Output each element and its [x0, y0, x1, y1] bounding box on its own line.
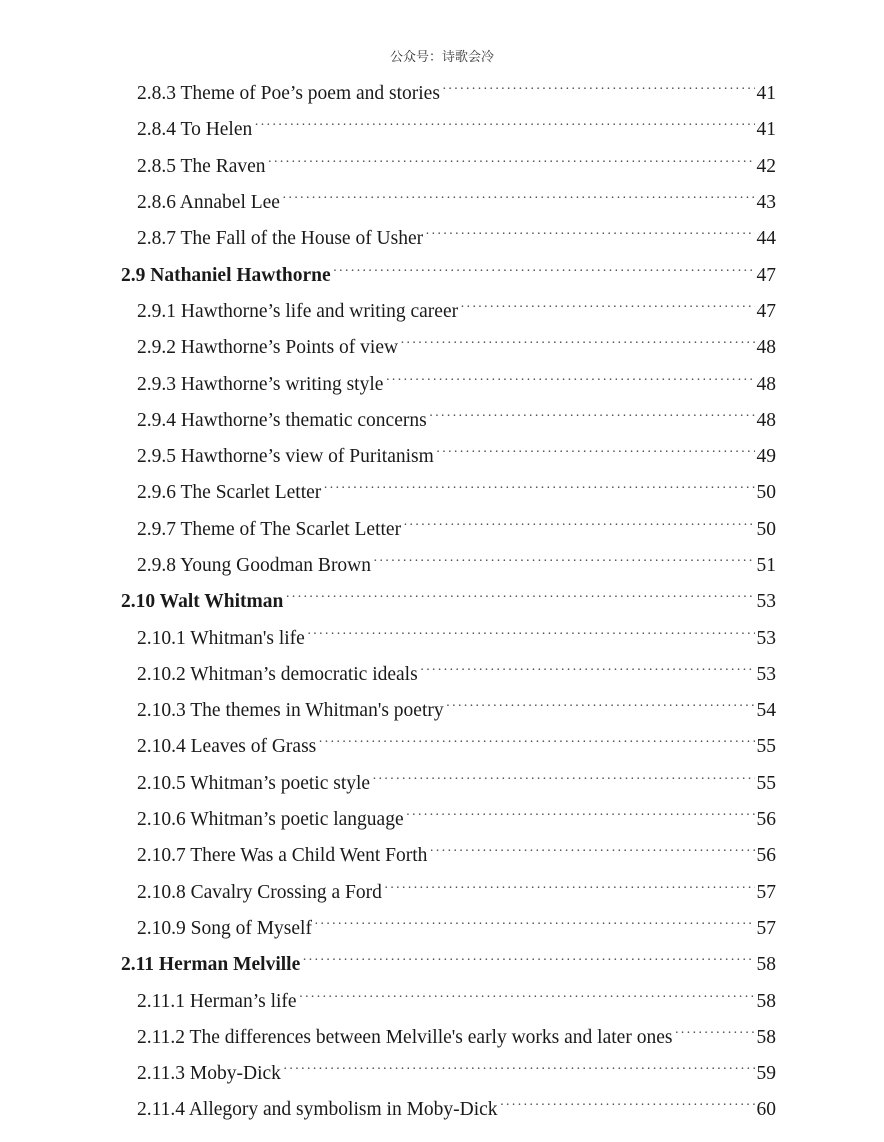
- dot-leader: [384, 871, 755, 907]
- dot-leader: [314, 907, 755, 943]
- toc-entry-title: 2.10.8 Cavalry Crossing a Ford: [137, 881, 382, 903]
- toc-entry-page-number: 53: [756, 591, 776, 613]
- toc-entry-title: 2.9.2 Hawthorne’s Points of view: [137, 337, 399, 359]
- dot-leader: [446, 689, 755, 725]
- toc-entry-page-number: 51: [756, 555, 776, 576]
- dot-leader: [403, 508, 754, 544]
- toc-subsection-entry[interactable]: [0, 983, 884, 1019]
- toc-subsection-entry[interactable]: [0, 221, 884, 257]
- toc-entry-page-number: 58: [756, 1026, 776, 1048]
- toc-entry-title: 2.10.5 Whitman’s poetic style: [137, 772, 371, 794]
- dot-leader: [254, 108, 754, 144]
- toc-entry-title: 2.10.4 Leaves of Grass: [137, 736, 317, 758]
- dot-leader: [373, 544, 754, 580]
- toc-entry-title: 2.8.6 Annabel Lee: [137, 192, 280, 214]
- dot-leader: [460, 290, 754, 326]
- toc-entry-title: 2.9.8 Young Goodman Brown: [137, 555, 372, 576]
- dot-leader: [307, 617, 755, 653]
- toc-entry-page-number: 48: [756, 409, 776, 431]
- toc-entry-page-number: 48: [756, 337, 776, 359]
- toc-entry-title: 2.9.7 Theme of The Scarlet Letter: [137, 518, 402, 540]
- toc-subsection-entry[interactable]: [0, 76, 884, 112]
- toc-subsection-entry[interactable]: [0, 802, 884, 838]
- toc-entry-title: 2.8.4 To Helen: [137, 119, 253, 141]
- toc-entry-title: 2.10.7 There Was a Child Went Forth: [137, 845, 428, 867]
- dot-leader: [500, 1088, 755, 1124]
- dot-leader: [429, 834, 754, 870]
- dot-leader: [299, 980, 755, 1016]
- toc-section-entry[interactable]: [0, 947, 884, 983]
- toc-section-entry[interactable]: [0, 257, 884, 293]
- toc-subsection-entry[interactable]: [0, 657, 884, 693]
- toc-entry-page-number: 47: [756, 264, 776, 286]
- toc-entry-page-number: 50: [756, 518, 776, 540]
- dot-leader: [425, 217, 754, 253]
- toc-entry-page-number: 49: [756, 446, 776, 468]
- toc-subsection-entry[interactable]: [0, 330, 884, 366]
- toc-subsection-entry[interactable]: [0, 1056, 884, 1092]
- toc-subsection-entry[interactable]: [0, 1092, 884, 1128]
- toc-entry-page-number: 58: [756, 990, 776, 1012]
- toc-subsection-entry[interactable]: [0, 548, 884, 584]
- dot-leader: [442, 72, 755, 108]
- toc-subsection-entry[interactable]: [0, 875, 884, 911]
- dot-leader: [283, 1052, 755, 1088]
- toc-entry-page-number: 56: [756, 845, 776, 867]
- toc-entry-page-number: 47: [756, 300, 776, 322]
- toc-subsection-entry[interactable]: [0, 512, 884, 548]
- toc-entry-page-number: 55: [756, 736, 776, 758]
- toc-entry-page-number: 44: [756, 228, 776, 250]
- toc-entry-title: 2.10.1 Whitman's life: [137, 627, 305, 649]
- toc-entry-page-number: 41: [756, 83, 776, 105]
- toc-entry-page-number: 43: [756, 192, 776, 214]
- toc-entry-page-number: 56: [756, 809, 776, 831]
- toc-entry-page-number: 60: [756, 1099, 776, 1121]
- toc-entry-page-number: 58: [756, 954, 776, 976]
- toc-subsection-entry[interactable]: [0, 185, 884, 221]
- dot-leader: [268, 145, 755, 181]
- toc-entry-title: 2.9.1 Hawthorne’s life and writing career: [137, 300, 459, 322]
- toc-entry-page-number: 41: [756, 119, 776, 141]
- toc-entry-title: 2.9.6 The Scarlet Letter: [137, 482, 322, 504]
- toc-entry-title: 2.11.2 The differences between Melville's early works and later ones: [137, 1026, 673, 1048]
- toc-entry-title: 2.11.4 Allegory and symbolism in Moby-Dick: [137, 1099, 498, 1121]
- toc-subsection-entry[interactable]: [0, 766, 884, 802]
- dot-leader: [674, 1016, 754, 1052]
- dot-leader: [285, 580, 754, 616]
- toc-subsection-entry[interactable]: [0, 294, 884, 330]
- dot-leader: [400, 326, 754, 362]
- dot-leader: [323, 471, 754, 507]
- toc-entry-title: 2.9.3 Hawthorne’s writing style: [137, 373, 384, 395]
- dot-leader: [333, 254, 755, 290]
- toc-entry-page-number: 53: [756, 627, 776, 649]
- toc-entry-page-number: 50: [756, 482, 776, 504]
- toc-entry-title: 2.9 Nathaniel Hawthorne: [121, 264, 331, 286]
- toc-subsection-entry[interactable]: [0, 439, 884, 475]
- toc-subsection-entry[interactable]: [0, 693, 884, 729]
- toc-subsection-entry[interactable]: [0, 911, 884, 947]
- toc-entry-title: 2.10.3 The themes in Whitman's poetry: [137, 700, 444, 722]
- toc-entry-page-number: 57: [756, 881, 776, 903]
- toc-entry-page-number: 59: [756, 1063, 776, 1085]
- toc-entry-title: 2.10.6 Whitman’s poetic language: [137, 809, 404, 831]
- dot-leader: [406, 798, 755, 834]
- toc-subsection-entry[interactable]: [0, 112, 884, 148]
- toc-entry-page-number: 55: [756, 772, 776, 794]
- toc-entry-title: 2.8.3 Theme of Poe’s poem and stories: [137, 83, 440, 105]
- dot-leader: [429, 399, 755, 435]
- toc-entry-title: 2.9.5 Hawthorne’s view of Puritanism: [137, 446, 434, 468]
- toc-subsection-entry[interactable]: [0, 1020, 884, 1056]
- toc-entry-page-number: 57: [756, 917, 776, 939]
- toc-entry-title: 2.8.5 The Raven: [137, 155, 266, 177]
- dot-leader: [385, 363, 754, 399]
- dot-leader: [302, 943, 754, 979]
- toc-entry-page-number: 53: [756, 663, 776, 685]
- toc-subsection-entry[interactable]: [0, 620, 884, 656]
- dot-leader: [436, 435, 755, 471]
- toc-subsection-entry[interactable]: [0, 475, 884, 511]
- toc-subsection-entry[interactable]: [0, 403, 884, 439]
- toc-entry-page-number: 48: [756, 373, 776, 395]
- dot-leader: [420, 653, 755, 689]
- toc-entry-title: 2.10 Walt Whitman: [121, 591, 284, 613]
- toc-entry-title: 2.10.9 Song of Myself: [137, 917, 312, 939]
- toc-entry-title: 2.11 Herman Melville: [121, 954, 301, 976]
- page-header: 公众号：诗歌会冷: [389, 50, 494, 65]
- toc-entry-title: 2.9.4 Hawthorne’s thematic concerns: [137, 409, 427, 431]
- dot-leader: [282, 181, 755, 217]
- toc-entry-page-number: 54: [756, 700, 776, 722]
- toc-section-entry[interactable]: [0, 584, 884, 620]
- dot-leader: [318, 725, 754, 761]
- toc-subsection-entry[interactable]: [0, 838, 884, 874]
- table-of-contents: [0, 76, 884, 1129]
- toc-entry-page-number: 42: [756, 155, 776, 177]
- toc-entry-title: 2.11.3 Moby-Dick: [137, 1063, 281, 1085]
- dot-leader: [372, 762, 754, 798]
- toc-entry-title: 2.11.1 Herman’s life: [137, 990, 297, 1012]
- toc-subsection-entry[interactable]: [0, 149, 884, 185]
- toc-entry-title: 2.10.2 Whitman’s democratic ideals: [137, 663, 418, 685]
- toc-subsection-entry[interactable]: [0, 729, 884, 765]
- toc-entry-title: 2.8.7 The Fall of the House of Usher: [137, 228, 424, 250]
- toc-subsection-entry[interactable]: [0, 366, 884, 402]
